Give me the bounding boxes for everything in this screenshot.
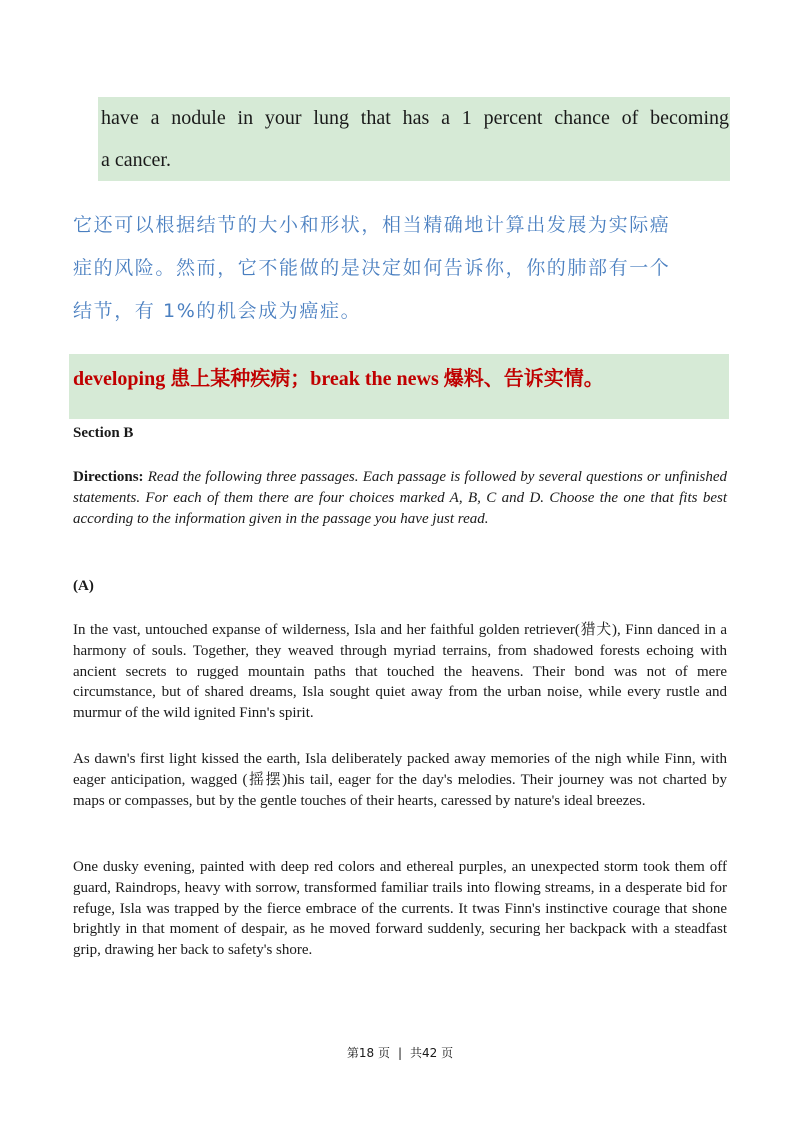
passage-label: (A)	[73, 578, 94, 594]
vocab-note: developing 患上某种疾病；break the news 爆料、告诉实情。	[73, 368, 604, 390]
paragraph-3: One dusky evening, painted with deep red colors and ethereal purples, an unexpected storm took them off guard, Raindrops, heavy with sorrow, transformed familiar trails into flowing streams, in a desperate bid for refuge, Isla was trapped by the fierce embrace of the currents. It twas Finn's instinctive courage that shone brightly in that moment of despair, as he moved forward suddenly, securing her backpack with a steadfast grip, drawing her back to safety's shore.	[73, 859, 727, 959]
translation-line-3: 结节，有 1%的机会成为癌症。	[73, 300, 362, 322]
footer-separator: |	[397, 1046, 403, 1060]
directions-label: Directions:	[73, 469, 144, 485]
section-title: Section B	[73, 425, 134, 441]
translation-line-2: 症的风险。然而，它不能做的是决定如何告诉你，你的肺部有一个	[73, 257, 671, 279]
directions	[73, 467, 727, 530]
page-total: 共42 页	[410, 1046, 454, 1060]
translation-line-1: 它还可以根据结节的大小和形状，相当精确地计算出发展为实际癌	[73, 214, 671, 236]
page-number: 第18 页	[346, 1046, 390, 1060]
excerpt-line-1: have a nodule in your lung that has a 1 percent chance of becoming	[101, 107, 729, 129]
page-footer	[0, 1045, 800, 1061]
paragraph-2: As dawn's first light kissed the earth, Isla deliberately packed away memories of the nigh while Finn, with eager anticipation, wagged (摇摆)his tail, eager for the day's melodies. Their journey was not charted by maps or compasses, but by the gentle touches of their hearts, caressed by nature's ideal breezes.	[73, 751, 727, 809]
excerpt-line-2: a cancer.	[101, 149, 171, 171]
paragraph-1: In the vast, untouched expanse of wilderness, Isla and her faithful golden retriever(猎犬), Finn danced in a harmony of souls. Together, they weaved through myriad terrains, from shadowed forests echoing with ancient secrets to rugged mountain paths that touched the heavens. Their bond was not of mere circumstance, but of shared dreams, Isla sought quiet away from the urban noise, while every rustle and murmur of the wild ignited Finn's spirit.	[73, 622, 727, 722]
directions-text: Read the following three passages. Each passage is followed by several questions or unfinished statements. For each of them there are four choices marked A, B, C and D. Choose the one that fits best according to the information given in the passage you have just read.	[73, 469, 728, 527]
